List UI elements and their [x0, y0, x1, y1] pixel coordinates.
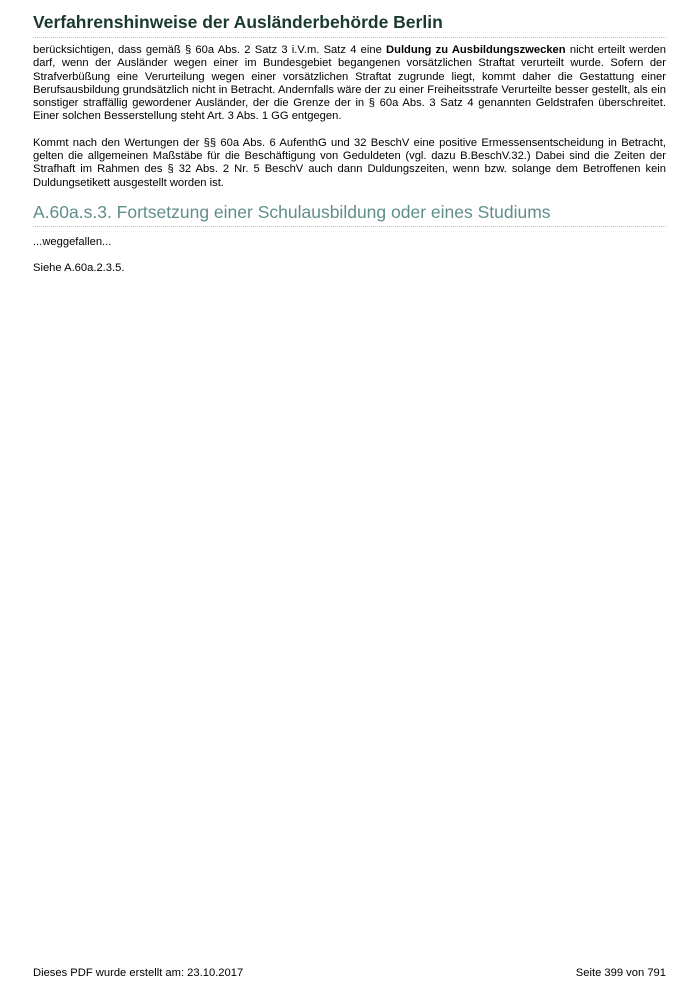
header-divider: [33, 37, 666, 38]
paragraph-duldung-ausbildung: [33, 44, 666, 124]
section-divider: [33, 226, 666, 227]
paragraph-text-start: berücksichtigen, dass gemäß § 60a Abs. 2 Satz 3 i.V.m. Satz 4 eine: [33, 44, 387, 56]
footer-page-number: Seite 399 von 791: [575, 967, 666, 979]
footer-created-date: Dieses PDF wurde erstellt am: 23.10.2017: [33, 967, 244, 979]
bold-term-duldung-zu-ausbildungszwecken: Duldung zu Ausbildungszwecken: [386, 44, 566, 56]
document-title: Verfahrenshinweise der Ausländerbehörde Berlin: [33, 12, 443, 32]
paragraph-text-end: nicht erteilt werden darf, wenn der Ausländer wegen einer im Bundesgebiet begangenen vorsätzlichen Straftat verurteilt wurde. Sofern der Strafverbüßung eine Verurteilung wegen einer vorsätzlichen Straftat zugrunde liegt, kommt daher die Gestattung einer Berufsausbildung grundsätzlich nicht in Betracht. Andernfalls wäre der zu einer Freiheitsstrafe Verurteilte besser gestellt, als ein sonstiger straffällig gewordener Ausländer, der die Grenze der in § 60a Abs. 3 Satz 4 genannten Geldstrafen überschreitet. Einer solchen Besserstellung steht Art. 3 Abs. 1 GG entgegen.: [33, 44, 666, 123]
section-line-cross-reference: Siehe A.60a.2.3.5.: [33, 262, 125, 275]
paragraph-ermessensentscheidung: Kommt nach den Wertungen der §§ 60a Abs. 6 AufenthG und 32 BeschV eine positive Ermessensentscheidung in Betracht, gelten die allgemeinen Maßstäbe für die Beschäftigung von Geduldeten (vgl. dazu B.BeschV.32.) Dabei sind die Zeiten der Strafhaft im Rahmen des § 32 Abs. 2 Nr. 5 BeschV auch dann Duldungszeiten, wenn bzw. solange dem Betroffenen kein Duldungsetikett ausgestellt worden ist.: [33, 136, 666, 189]
page-header: [33, 11, 666, 38]
document-body: [33, 44, 666, 289]
section-heading: A.60a.s.3. Fortsetzung einer Schulausbildung oder eines Studiums: [33, 201, 551, 222]
section-60a-s-3: [33, 201, 666, 276]
page-footer: [33, 966, 666, 980]
section-line-weggefallen: ...weggefallen...: [33, 235, 112, 248]
